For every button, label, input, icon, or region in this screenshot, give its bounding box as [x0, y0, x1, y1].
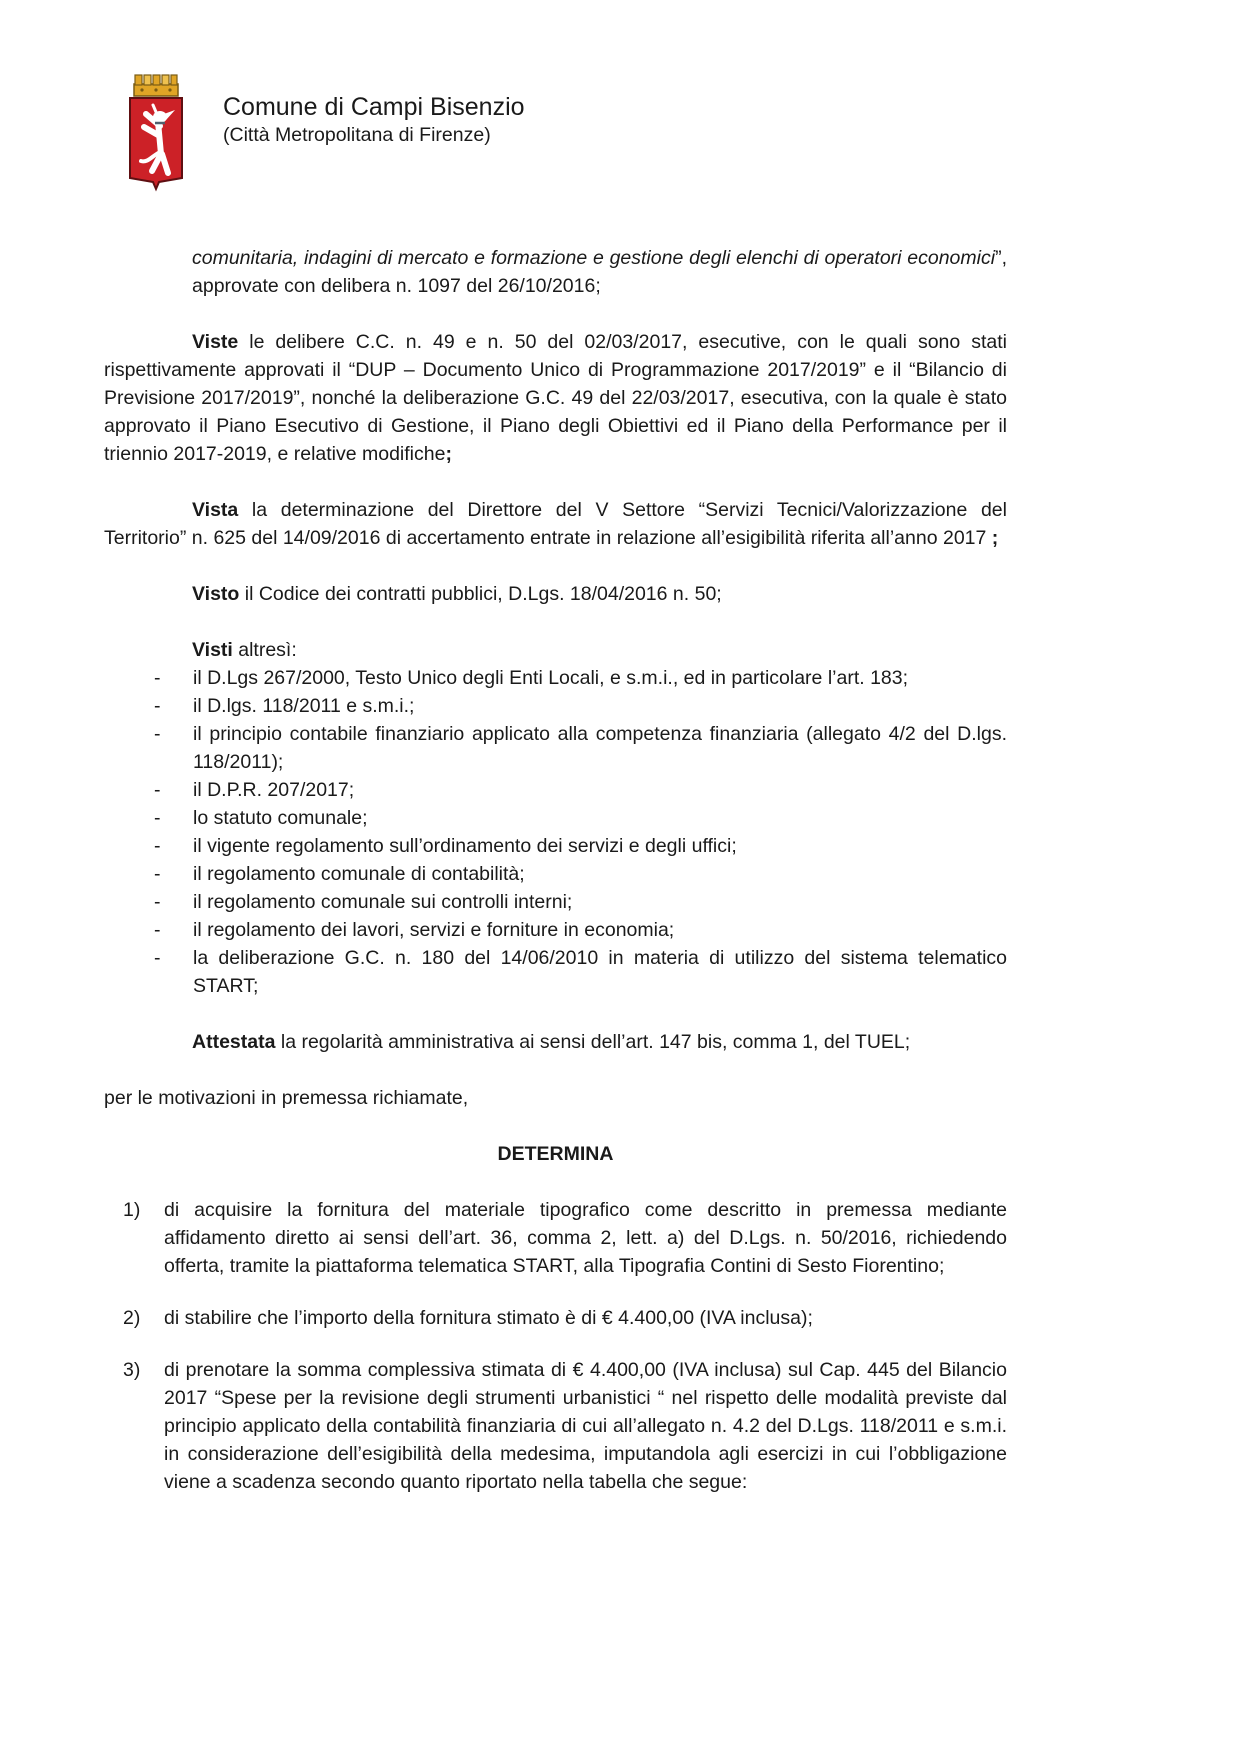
visti-list	[104, 664, 1007, 1000]
document-body	[104, 244, 1007, 1496]
dash-marker: -	[154, 695, 161, 717]
dash-marker: -	[154, 863, 161, 885]
list-item	[104, 860, 1007, 888]
determina-list	[104, 1196, 1007, 1496]
paragraph-attestata	[104, 1028, 1007, 1056]
paragraph-vista	[104, 496, 1007, 552]
dash-marker: -	[154, 723, 161, 745]
attestata-lead: Attestata	[192, 1031, 276, 1053]
list-item-text: il D.P.R. 207/2017;	[193, 779, 355, 801]
quote-italic-text: comunitaria, indagini di mercato e formazione e gestione degli elenchi di operatori economici	[192, 247, 996, 269]
viste-tail: ;	[445, 443, 452, 465]
list-item-text: il regolamento dei lavori, servizi e forniture in economia;	[193, 919, 675, 941]
dash-marker: -	[154, 779, 161, 801]
paragraph-quote-continuation	[192, 244, 1007, 300]
dash-marker: -	[154, 919, 161, 941]
list-item	[104, 804, 1007, 832]
visti-lead: Visti	[192, 639, 233, 661]
paragraph-visto	[104, 580, 1007, 608]
municipal-coat-of-arms-icon	[127, 70, 185, 192]
list-item	[104, 720, 1007, 776]
visto-text: il Codice dei contratti pubblici, D.Lgs. 18/04/2016 n. 50;	[239, 583, 722, 605]
dash-marker: -	[154, 667, 161, 689]
visti-text: altresì:	[232, 639, 297, 661]
determina-item	[104, 1356, 1007, 1496]
dash-marker: -	[154, 947, 161, 969]
list-item-text: il D.lgs. 118/2011 e s.m.i.;	[193, 695, 415, 717]
list-item-text: la deliberazione G.C. n. 180 del 14/06/2010 in materia di utilizzo del sistema telematico START;	[193, 947, 1007, 997]
letterhead	[127, 70, 1007, 192]
list-item	[104, 832, 1007, 860]
municipality-subtitle: (Città Metropolitana di Firenze)	[223, 124, 491, 146]
determina-heading: DETERMINA	[497, 1143, 614, 1165]
item-text: di prenotare la somma complessiva stimata di € 4.400,00 (IVA inclusa) sul Cap. 445 del Bilancio 2017 “Spese per la revisione degli strumenti urbanistici “ nel rispetto delle modalità previste dal principio applicato della contabilità finanziaria di cui all’allegato n. 4.2 del D.Lgs. 118/2011 e s.m.i. in considerazione dell’esigibilità della medesima, imputandola agli esercizi in cui l’obbligazione viene a scadenza secondo quanto riportato nella tabella che segue:	[164, 1359, 1007, 1493]
paragraph-premessa: per le motivazioni in premessa richiamate,	[104, 1087, 469, 1109]
list-item	[104, 944, 1007, 1000]
vista-lead: Vista	[192, 499, 239, 521]
viste-text: le delibere C.C. n. 49 e n. 50 del 02/03/2017, esecutive, con le quali sono stati rispettivamente approvati il “DUP – Documento Unico di Programmazione 2017/2019” e il “Bilancio di Previsione 2017/2019”, nonché la deliberazione G.C. 49 del 22/03/2017, esecutiva, con la quale è stato approvato il Piano Esecutivo di Gestione, il Piano degli Obiettivi ed il Piano della Performance per il triennio 2017-2019, e relative modifiche	[104, 331, 1007, 465]
list-item	[104, 664, 1007, 692]
determina-item	[104, 1196, 1007, 1280]
list-item	[104, 888, 1007, 916]
dash-marker: -	[154, 891, 161, 913]
item-number: 3)	[123, 1359, 141, 1381]
shield-icon	[130, 98, 182, 189]
quote-rest-text: ”, approvate con delibera n. 1097 del 26/10/2016;	[192, 247, 1007, 297]
municipality-name: Comune di Campi Bisenzio	[223, 93, 525, 121]
list-item	[104, 916, 1007, 944]
vista-text: la determinazione del Direttore del V Settore “Servizi Tecnici/Valorizzazione del Territorio” n. 625 del 14/09/2016 di accertamento entrate in relazione all’esigibilità riferita all’anno 2017	[104, 499, 1007, 549]
letterhead-text	[223, 70, 525, 148]
viste-lead: Viste	[192, 331, 239, 353]
list-item-text: il vigente regolamento sull’ordinamento dei servizi e degli uffici;	[193, 835, 737, 857]
dash-marker: -	[154, 835, 161, 857]
list-item-text: lo statuto comunale;	[193, 807, 368, 829]
paragraph-visti-altresi	[104, 636, 1007, 664]
item-text: di stabilire che l’importo della fornitura stimato è di € 4.400,00 (IVA inclusa);	[164, 1307, 813, 1329]
dash-marker: -	[154, 807, 161, 829]
item-number: 2)	[123, 1307, 141, 1329]
list-item-text: il regolamento comunale di contabilità;	[193, 863, 525, 885]
visto-lead: Visto	[192, 583, 240, 605]
list-item-text: il regolamento comunale sui controlli interni;	[193, 891, 573, 913]
attestata-text: la regolarità amministrativa ai sensi dell’art. 147 bis, comma 1, del TUEL;	[275, 1031, 911, 1053]
list-item	[104, 776, 1007, 804]
item-number: 1)	[123, 1199, 141, 1221]
determina-item	[104, 1304, 1007, 1332]
paragraph-viste	[104, 328, 1007, 468]
crown-icon	[134, 75, 178, 96]
list-item-text: il principio contabile finanziario applicato alla competenza finanziaria (allegato 4/2 del D.lgs. 118/2011);	[193, 723, 1007, 773]
list-item-text: il D.Lgs 267/2000, Testo Unico degli Enti Locali, e s.m.i., ed in particolare l’art. 183;	[193, 667, 909, 689]
item-text: di acquisire la fornitura del materiale tipografico come descritto in premessa mediante affidamento diretto ai sensi dell’art. 36, comma 2, lett. a) del D.Lgs. n. 50/2016, richiedendo offerta, tramite la piattaforma telematica START, alla Tipografia Contini di Sesto Fiorentino;	[164, 1199, 1007, 1277]
list-item	[104, 692, 1007, 720]
vista-tail: ;	[986, 527, 999, 549]
